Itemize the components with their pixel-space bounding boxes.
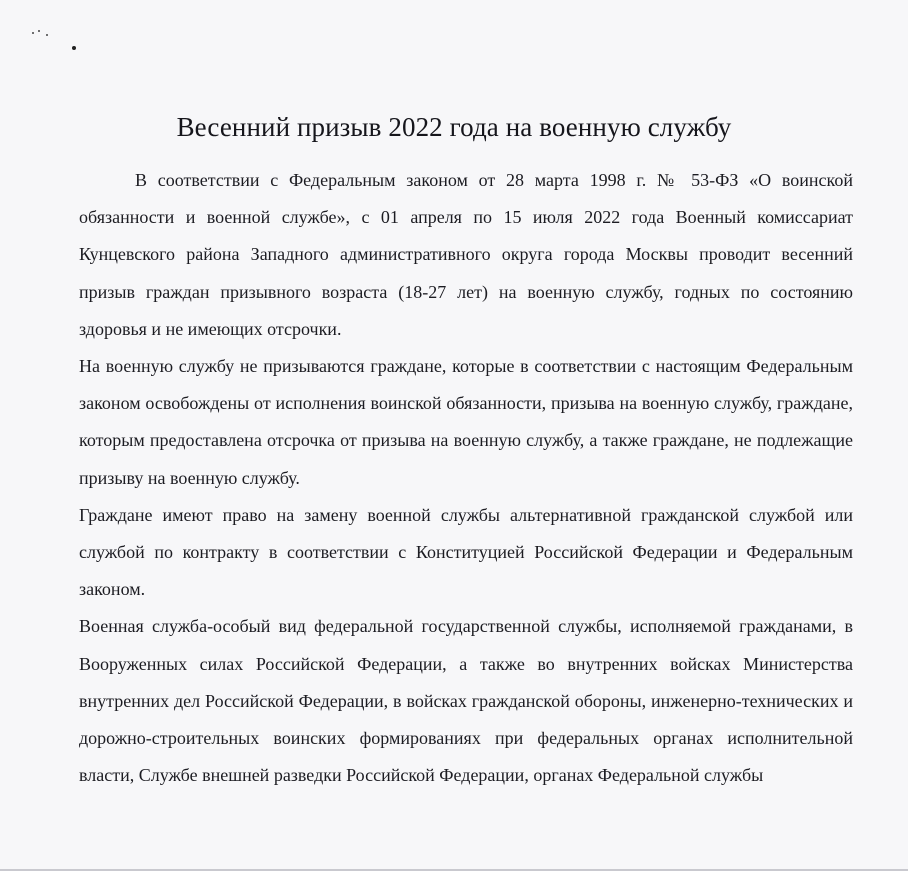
paragraph-exemptions: На военную службу не призываются граждане, которые в соответствии с настоящим Федеральным законом освобождены от исполнения воинской обязанности, призыва на военную службу, граждане, которым предоставлена отсрочка от призыва на военную службу, а также граждане, не подлежащие призыву на военную службу. bbox=[79, 356, 853, 488]
document-title: Весенний призыв 2022 года на военную службу bbox=[176, 112, 732, 142]
paragraph-conscription-notice: В соответствии с Федеральным законом от 28 марта 1998 г. № 53-ФЗ «О воинской обязанности и военной службе», с 01 апреля по 15 июля 2022 года Военный комиссариат Кунцевского района Западного административного округа города Москвы проводит весенний призыв граждан призывного возраста (18-27 лет) на военную службу, годных по состоянию здоровья и не имеющих отсрочки. bbox=[79, 170, 853, 339]
paragraph-military-service-definition: Военная служба-особый вид федеральной государственной службы, исполняемой гражданами, в Вооруженных силах Российской Федерации, а также во внутренних войсках Министерства внутренних дел Российской Федерации, в войсках гражданской обороны, инженерно-технических и дорожно-строительных воинских формированиях при федеральных органах исполнительной власти, Службе внешней разведки Российской Федерации, органах Федеральной службы bbox=[79, 616, 853, 786]
document-body bbox=[79, 162, 853, 794]
paragraph-alternative-service: Граждане имеют право на замену военной службы альтернативной гражданской службой или службой по контракту в соответствии с Конституцией Российской Федерации и Федеральным законом. bbox=[79, 504, 853, 600]
scan-specks-decoration bbox=[28, 24, 88, 64]
